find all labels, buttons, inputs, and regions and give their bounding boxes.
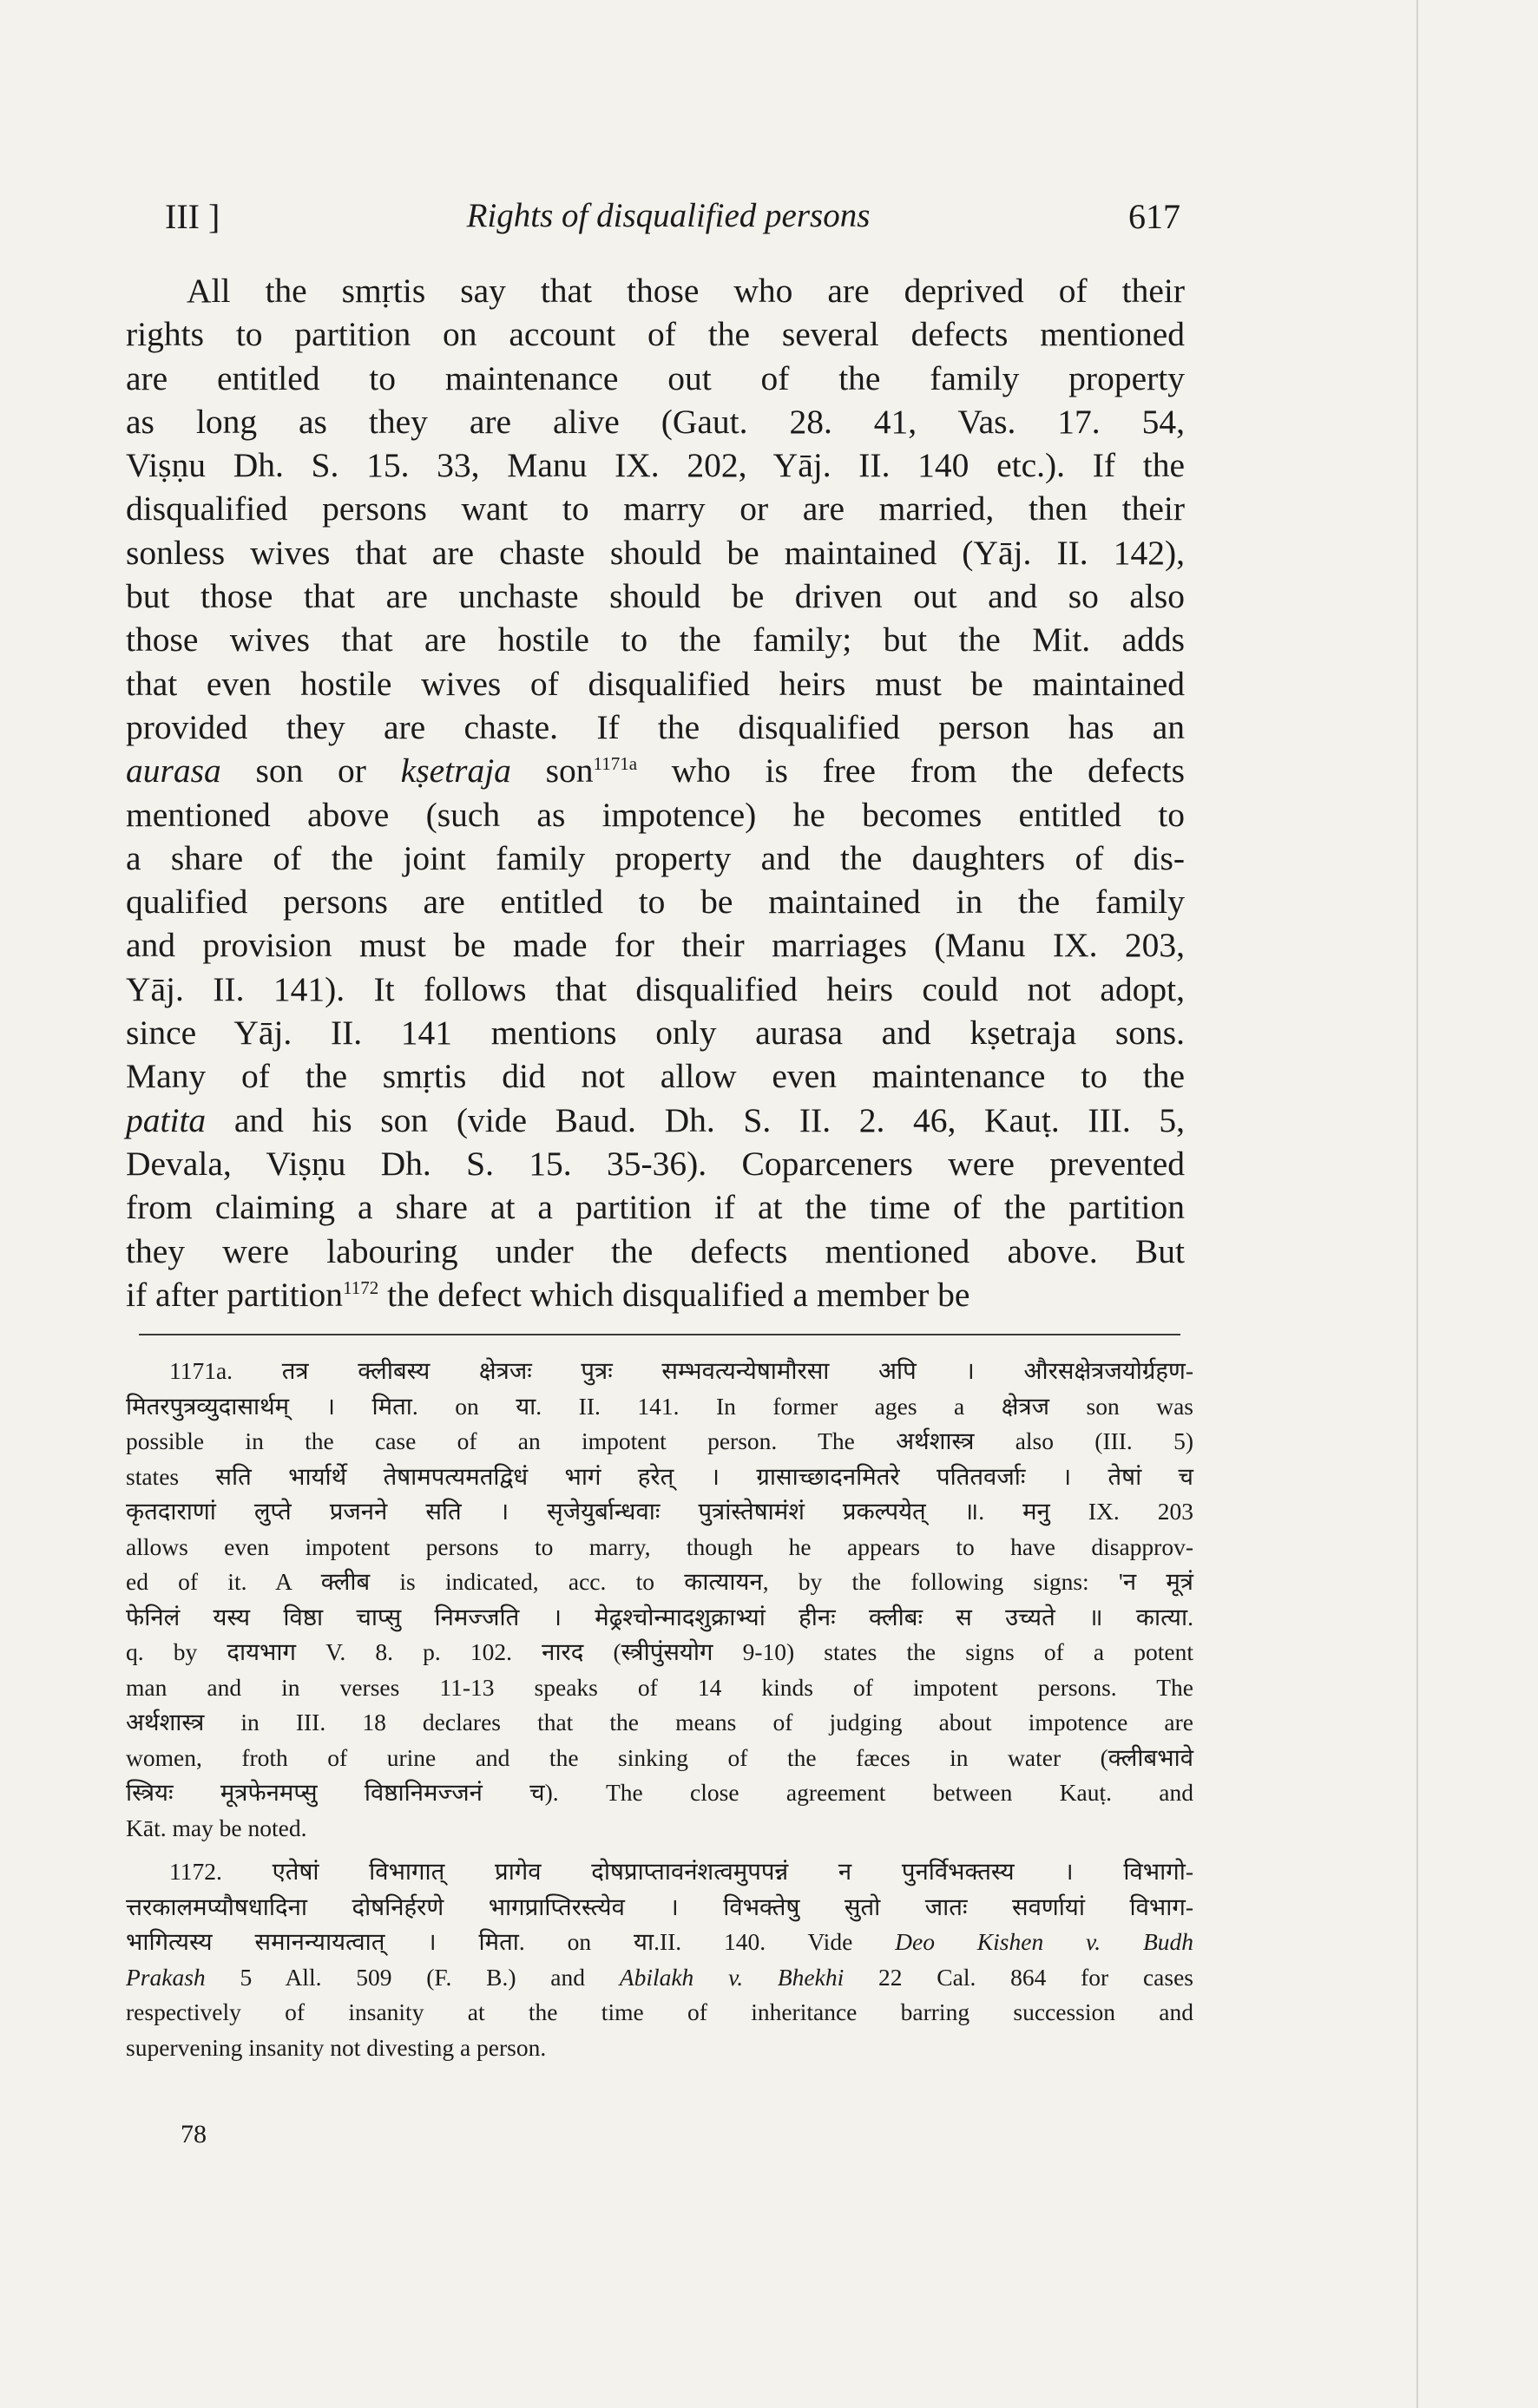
text-line: aurasa son or kṣetraja son$^{1171a}$ who is free from the defects xyxy=(126,751,1185,791)
running-title: Rights of disqualified persons xyxy=(466,197,871,234)
page-edge-line xyxy=(1416,0,1418,2408)
footnote-line: possible in the case of an impotent person. The अर्थशास्त्र also (III. 5) xyxy=(126,1427,1193,1454)
main-text xyxy=(126,269,1185,1316)
page-header xyxy=(165,196,1180,239)
text-line: if after partition$^{1172}$ the defect which disqualified a member be xyxy=(126,1275,970,1314)
signature-mark: 78 xyxy=(181,2120,207,2149)
text-line: patita and his son (vide Baud. Dh. S. II. 2. 46, Kauṭ. III. 5, xyxy=(126,1100,1185,1139)
footnote-1171a xyxy=(126,1354,1193,1846)
text-line: provided they are chaste. If the disqualified person has an xyxy=(126,707,1185,746)
footnote-line: ed of it. A क्लीब is indicated, acc. to कात्यायन, by the following signs: 'न मूत्रं xyxy=(126,1568,1193,1595)
text-line: since Yāj. II. 141 mentions only aurasa and kṣetraja sons. xyxy=(126,1014,1185,1053)
text-line: Yāj. II. 141). It follows that disqualified heirs could not adopt, xyxy=(126,969,1185,1008)
footnote-1172 xyxy=(126,1854,1193,2065)
text-line: Viṣṇu Dh. S. 15. 33, Manu IX. 202, Yāj. II. 140 etc.). If the xyxy=(126,446,1185,485)
footnote-line: त्तरकालमप्यौषधादिना दोषनिर्हरणे भागप्राप्तिरस्त्येव । विभक्तेषु सुतो जातः सवर्णायां विभाग- xyxy=(126,1893,1193,1920)
text-line: Many of the smṛtis did not allow even maintenance to the xyxy=(126,1057,1185,1096)
footnote-line: allows even impotent persons to marry, though he appears to have disapprov- xyxy=(126,1532,1193,1560)
text-line: and provision must be made for their marriages (Manu IX. 203, xyxy=(126,926,1185,965)
footnote-line: मितरपुत्रव्युदासार्थम् । मिता. on या. II. 141. In former ages a क्षेत्रज son was xyxy=(126,1392,1193,1420)
text-line: mentioned above (such as impotence) he becomes entitled to xyxy=(126,795,1185,834)
text-line: they were labouring under the defects mentioned above. But xyxy=(126,1231,1185,1270)
footnote-line: supervening insanity not divesting a person. xyxy=(126,2033,547,2061)
footnote-line: अर्थशास्त्र in III. 18 declares that the means of judging about impotence are xyxy=(126,1709,1193,1735)
text-line: a share of the joint family property and the daughters of dis- xyxy=(126,838,1185,877)
text-line: from claiming a share at a partition if at the time of the partition xyxy=(126,1188,1185,1227)
text-line: Devala, Viṣṇu Dh. S. 15. 35-36). Coparceners were prevented xyxy=(126,1144,1185,1183)
footnote-line: कृतदाराणां लुप्ते प्रजनने सति । सृजेयुर्बान्धवाः पुत्रांस्तेषामंशं प्रकल्पयेत् ॥. मनु IX. 203 xyxy=(126,1498,1193,1525)
footnote-line: फेनिलं यस्य विष्ठा चाप्सु निमज्जति । मेढ्रश्चोन्मादशुक्राभ्यां हीनः क्लीबः स उच्यते ॥ कात्या. xyxy=(126,1603,1193,1630)
footnote-line: 1171a. तत्र क्लीबस्य क्षेत्रजः पुत्रः सम्भवत्यन्येषामौरसा अपि । औरसक्षेत्रजयोर्ग्रहण- xyxy=(169,1357,1193,1384)
footnote-line: Kāt. may be noted. xyxy=(126,1814,307,1841)
footnote-line: women, froth of urine and the sinking of the fæces in water (क्लीबभावे xyxy=(126,1743,1193,1771)
page-number: 617 xyxy=(1128,197,1180,236)
text-line: that even hostile wives of disqualified heirs must be maintained xyxy=(126,664,1185,703)
footnote-line: Prakash 5 All. 509 (F. B.) and Abilakh v. Bhekhi 22 Cal. 864 for cases xyxy=(126,1963,1193,1991)
chapter-marker: III ] xyxy=(165,197,220,236)
footnote-line: man and in verses 11-13 speaks of 14 kinds of impotent persons. The xyxy=(126,1673,1193,1701)
text-line: rights to partition on account of the several defects mentioned xyxy=(126,315,1185,354)
text-line: sonless wives that are chaste should be maintained (Yāj. II. 142), xyxy=(126,533,1185,572)
text-line: but those that are unchaste should be driven out and so also xyxy=(126,577,1185,616)
footnote-line: respectively of insanity at the time of inheritance barring succession and xyxy=(126,1998,1193,2025)
text-line: as long as they are alive (Gaut. 28. 41, Vas. 17. 54, xyxy=(126,402,1185,441)
footnotes xyxy=(126,1354,1193,2065)
footnote-line: states सति भार्यार्थे तेषामपत्यमतद्विधं भागं हरेत् । ग्रासाच्छादनमितरे पतितवर्जाः । तेषां च xyxy=(126,1462,1193,1490)
text-line: those wives that are hostile to the family; but the Mit. adds xyxy=(126,620,1185,659)
text-line: are entitled to maintenance out of the family property xyxy=(126,358,1185,397)
footnote-line: स्त्रियः मूत्रफेनमप्सु विष्ठानिमज्जनं च). The close agreement between Kauṭ. and xyxy=(126,1779,1193,1806)
footnote-separator xyxy=(139,1334,1180,1335)
text-line: All the smṛtis say that those who are deprived of their xyxy=(187,272,1185,310)
footnote-line: भागित्यस्य समानन्यायत्वात् । मिता. on या.II. 140. Vide Deo Kishen v. Budh xyxy=(126,1928,1193,1955)
text-line: qualified persons are entitled to be maintained in the family xyxy=(126,882,1185,922)
footnote-line: q. by दायभाग V. 8. p. 102. नारद (स्त्रीपुंसयोग 9-10) states the signs of a potent xyxy=(126,1638,1193,1665)
text-line: disqualified persons want to marry or are married, then their xyxy=(126,489,1185,528)
footnote-line: 1172. एतेषां विभागात् प्रागेव दोषप्राप्तावनंशत्वमुपपन्नं न पुनर्विभक्तस्य । विभागो- xyxy=(169,1858,1193,1885)
